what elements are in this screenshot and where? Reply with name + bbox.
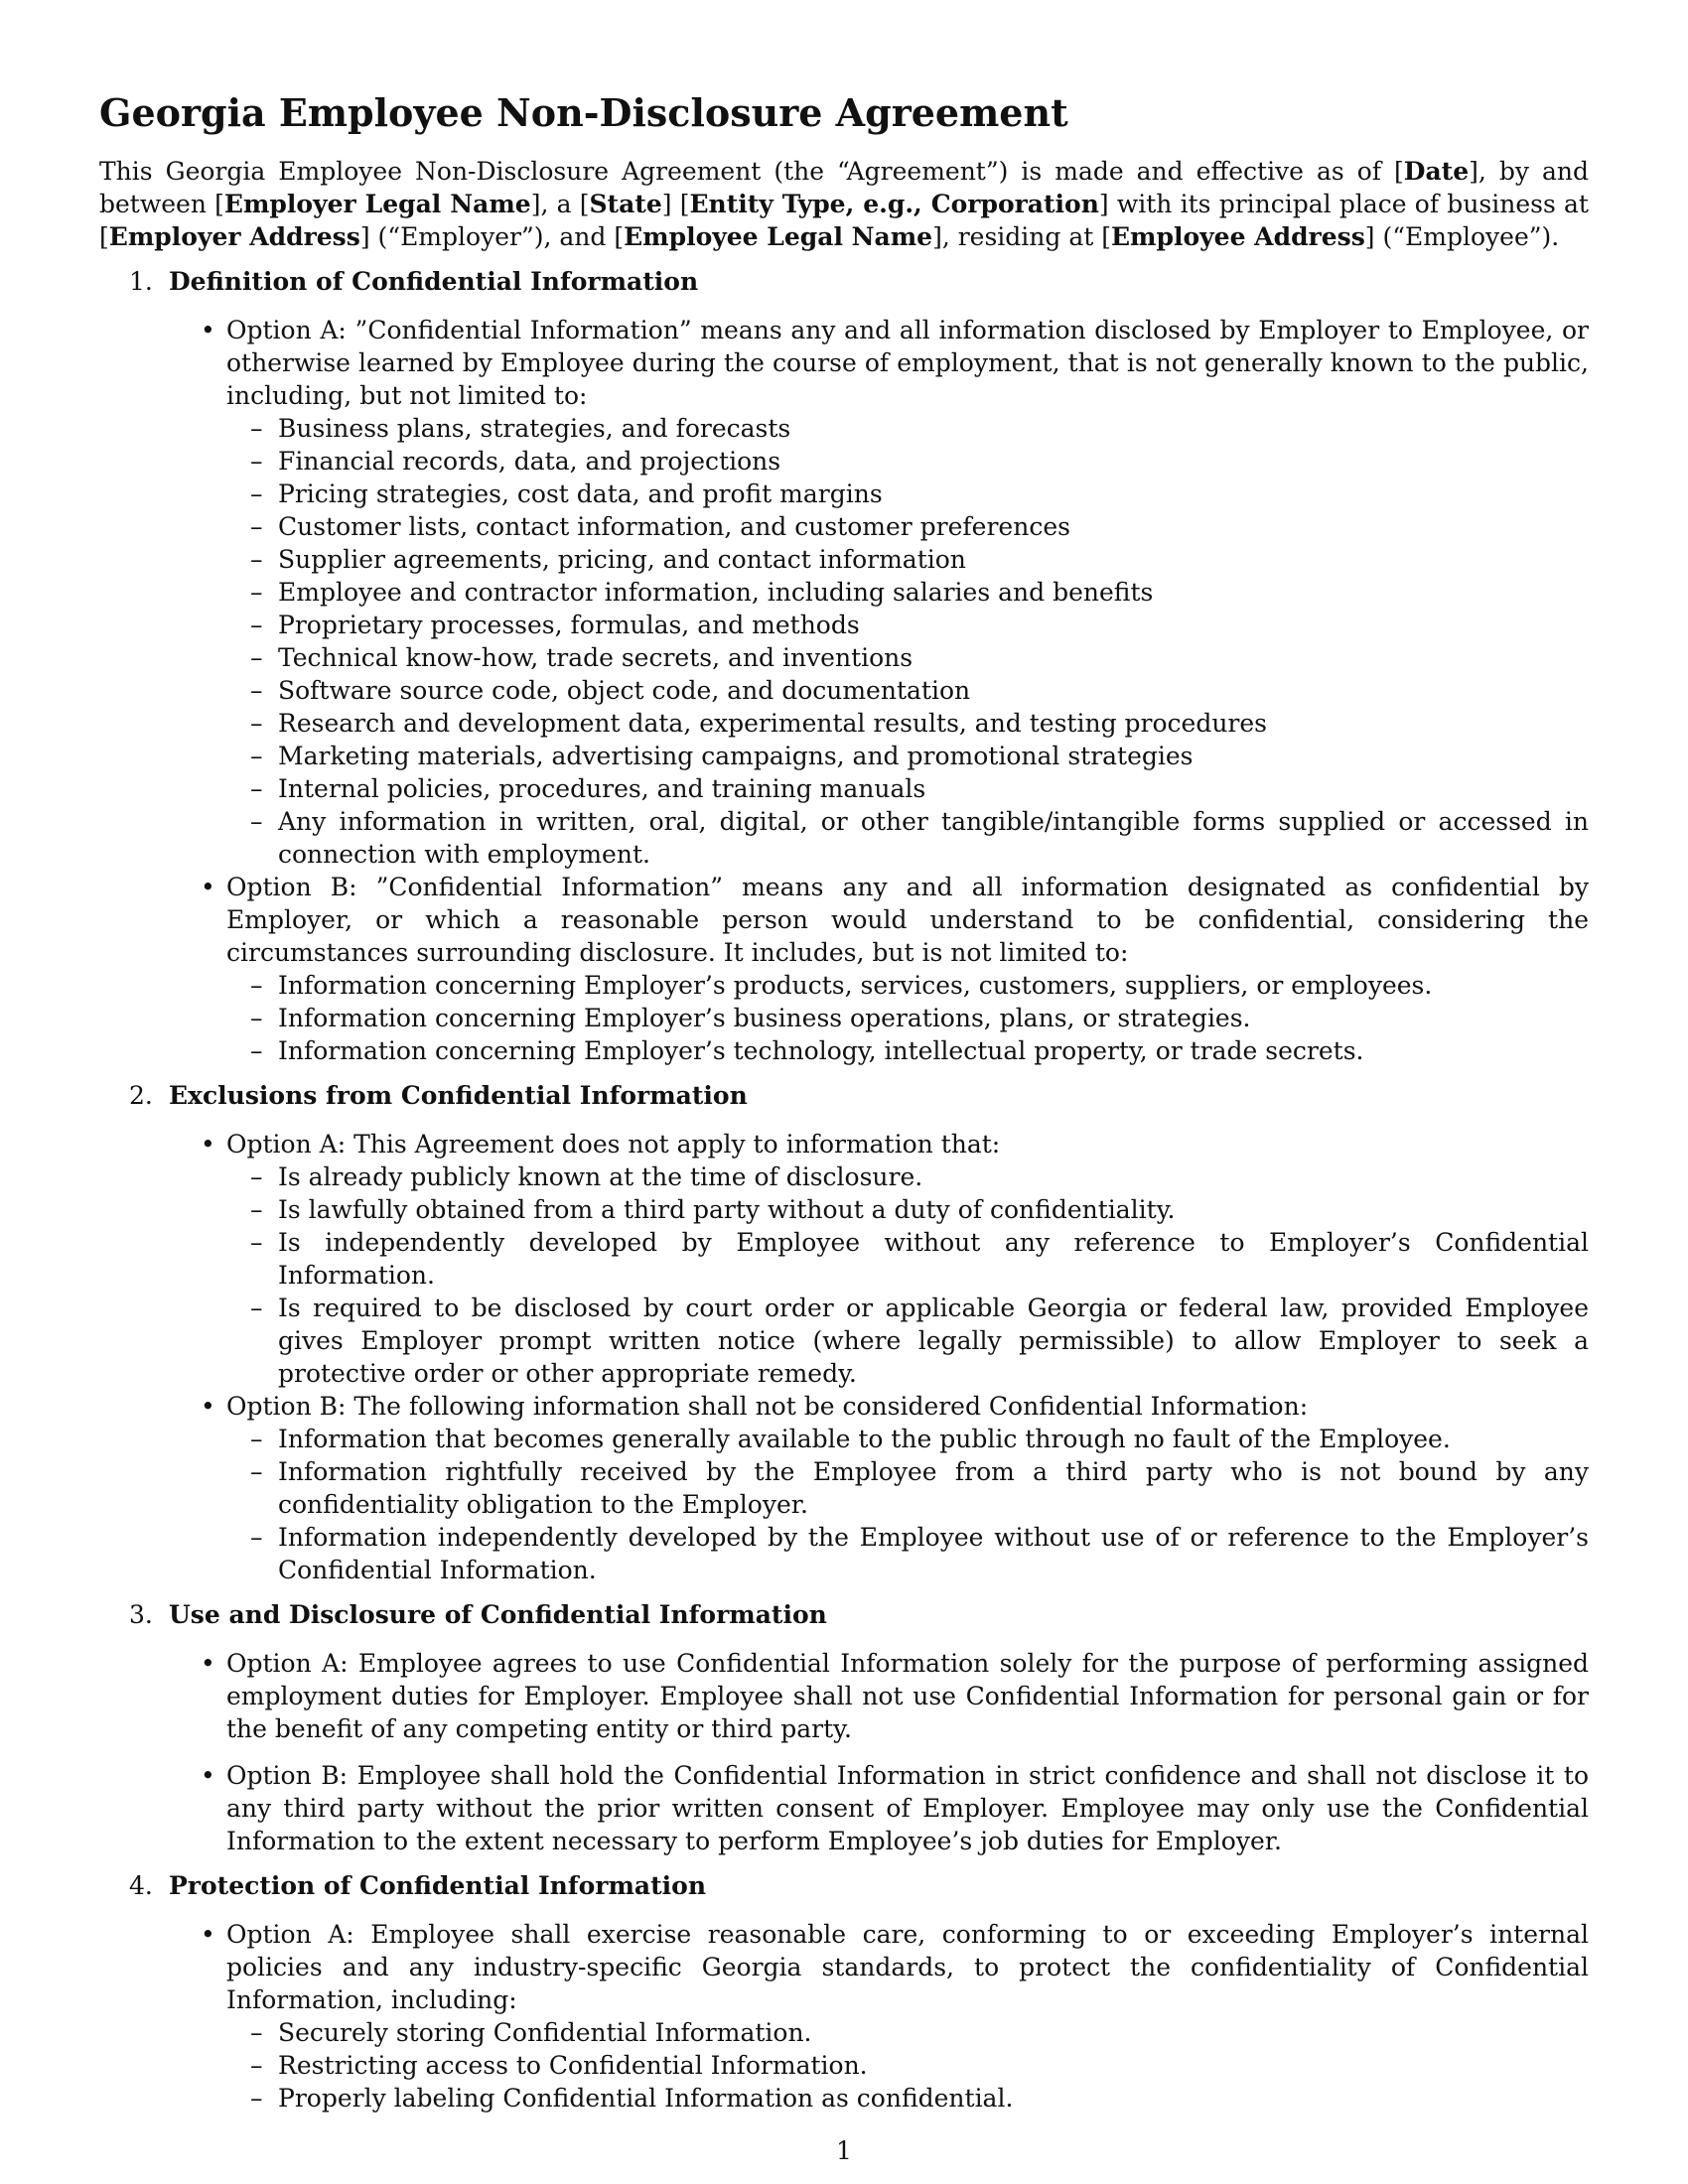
intro-text: This Georgia Employee Non-Disclosure Agreement (the “Agreement”) is made and effective as of [ <box>99 157 1404 186</box>
section-heading <box>129 1598 1589 1631</box>
option-text: Option A: Employee shall exercise reasonable care, conforming to or exceeding Employer’s internal policies and any industry-specific Georgia standards, to protect the confidentiality of Confidential Information, including: <box>226 1920 1589 2014</box>
intro-text: ], a [ <box>530 190 590 218</box>
sub-list-text: Internal policies, procedures, and training manuals <box>278 774 926 803</box>
dash-icon: – <box>250 807 263 836</box>
dash-icon: – <box>250 1162 263 1191</box>
dash-icon: – <box>250 2051 263 2080</box>
sub-list-text: Any information in written, oral, digital, or other tangible/intangible forms supplied or accessed in connection with employment. <box>278 807 1589 869</box>
section-heading <box>129 1079 1589 1112</box>
sub-list-item <box>250 707 1589 740</box>
sub-list-text: Pricing strategies, cost data, and profit margins <box>278 479 883 508</box>
sub-list-item <box>250 576 1589 609</box>
dash-icon: – <box>250 1425 263 1453</box>
intro-paragraph <box>99 155 1589 253</box>
page-number: 1 <box>836 2136 852 2165</box>
placeholder-field: Employer Address <box>108 222 360 251</box>
placeholder-field: Entity Type, e.g., Corporation <box>689 190 1099 218</box>
bullet-icon: • <box>201 1649 215 1678</box>
sub-list-item <box>250 1226 1589 1292</box>
dash-icon: – <box>250 1228 263 1257</box>
sub-list-item <box>250 641 1589 674</box>
sub-list-item <box>250 2049 1589 2082</box>
section-heading-text: Exclusions from Confidential Information <box>169 1081 748 1110</box>
dash-icon: – <box>250 2084 263 2113</box>
bullet-icon: • <box>201 1130 215 1159</box>
placeholder-field: Employer Legal Name <box>223 190 531 218</box>
sub-list-item <box>250 1002 1589 1034</box>
sub-list-text: Is independently developed by Employee without any reference to Employer’s Confidential Information. <box>278 1228 1589 1290</box>
sub-list-text: Marketing materials, advertising campaigns, and promotional strategies <box>278 742 1194 770</box>
sub-list-text: Properly labeling Confidential Information as confidential. <box>278 2084 1014 2113</box>
section-heading <box>129 1869 1589 1902</box>
sub-list-text: Employee and contractor information, including salaries and benefits <box>278 578 1154 607</box>
intro-text: ] [ <box>661 190 690 218</box>
bullet-icon: • <box>201 1920 215 1949</box>
sub-list-item <box>250 543 1589 576</box>
section-2 <box>99 1079 1589 1586</box>
intro-text: ] with its principal place of business at [ <box>99 190 1589 251</box>
dash-icon: – <box>250 1294 263 1322</box>
option-item <box>201 1918 1589 2115</box>
sub-list-text: Securely storing Confidential Information. <box>278 2018 812 2047</box>
sub-list-text: Information concerning Employer’s products, services, customers, suppliers, or employees. <box>278 971 1433 1000</box>
dash-icon: – <box>250 676 263 705</box>
dash-icon: – <box>250 1004 263 1032</box>
dash-icon: – <box>250 447 263 476</box>
sub-list-text: Customer lists, contact information, and customer preferences <box>278 512 1070 541</box>
sub-list-item <box>250 1034 1589 1067</box>
sub-list-item <box>250 1521 1589 1586</box>
option-text: Option B: The following information shall not be considered Confidential Information: <box>226 1392 1309 1421</box>
dash-icon: – <box>250 1457 263 1486</box>
dash-icon: – <box>250 545 263 574</box>
sub-list-text: Is required to be disclosed by court order or applicable Georgia or federal law, provided Employee gives Employer prompt written notice (where legally permissible) to allow Employer to seek a protective order or other appropriate remedy. <box>278 1294 1589 1388</box>
placeholder-field: State <box>589 190 662 218</box>
intro-text: ], residing at [ <box>932 222 1111 251</box>
sub-list-text: Research and development data, experimental results, and testing procedures <box>278 709 1267 738</box>
sections-list <box>99 265 1589 2115</box>
sub-list-text: Information rightfully received by the Employee from a third party who is not bound by any confidentiality obligation to the Employer. <box>278 1457 1589 1519</box>
sub-list-item <box>250 609 1589 641</box>
dash-icon: – <box>250 1195 263 1224</box>
section-4 <box>99 1869 1589 2115</box>
intro-text: ] (“Employer”), and [ <box>359 222 625 251</box>
intro-text: ], by and between [ <box>99 157 1589 218</box>
document-page <box>99 87 1589 2115</box>
sub-list-item <box>250 1455 1589 1521</box>
document-title: Georgia Employee Non-Disclosure Agreement <box>99 90 1068 135</box>
sub-list-item <box>250 2082 1589 2115</box>
bullet-icon: • <box>201 316 215 344</box>
dash-icon: – <box>250 774 263 803</box>
sub-list-item <box>250 969 1589 1002</box>
sub-list-text: Technical know-how, trade secrets, and inventions <box>278 643 914 672</box>
sub-list-text: Financial records, data, and projections <box>278 447 781 476</box>
option-text: Option A: ”Confidential Information” means any and all information disclosed by Employer to Employee, or otherwise learned by Employee during the course of employment, that is not generally known to the public, including, but not limited to: <box>226 316 1589 410</box>
dash-icon: – <box>250 742 263 770</box>
sub-list-item <box>250 478 1589 510</box>
sub-list-item <box>250 1160 1589 1193</box>
sub-list-item <box>250 1423 1589 1455</box>
sub-list-text: Information that becomes generally available to the public through no fault of the Employee. <box>278 1425 1451 1453</box>
option-text: Option A: This Agreement does not apply to information that: <box>226 1130 1001 1159</box>
option-text: Option B: Employee shall hold the Confidential Information in strict confidence and shall not disclose it to any third party without the prior written consent of Employer. Employee may only use the Confidential Information to the extent necessary to perform Employee’s job duties for Employer. <box>226 1761 1589 1855</box>
section-heading-text: Definition of Confidential Information <box>169 267 699 296</box>
sub-list-text: Supplier agreements, pricing, and contact information <box>278 545 966 574</box>
dash-icon: – <box>250 414 263 443</box>
dash-icon: – <box>250 1036 263 1065</box>
sub-list-text: Business plans, strategies, and forecasts <box>278 414 791 443</box>
section-heading <box>129 265 1589 298</box>
dash-icon: – <box>250 578 263 607</box>
sub-list-item <box>250 510 1589 543</box>
placeholder-field: Employee Address <box>1110 222 1365 251</box>
sub-list-item <box>250 1193 1589 1226</box>
intro-text: ] (“Employee”). <box>1364 222 1560 251</box>
option-item <box>201 871 1589 1067</box>
option-text: Option B: ”Confidential Information” means any and all information designated as confidential by Employer, or which a reasonable person would understand to be confidential, considering the circumstances surrounding disclosure. It includes, but is not limited to: <box>226 873 1589 967</box>
dash-icon: – <box>250 709 263 738</box>
sub-list-item <box>250 772 1589 805</box>
dash-icon: – <box>250 643 263 672</box>
dash-icon: – <box>250 512 263 541</box>
placeholder-field: Date <box>1403 157 1470 186</box>
section-3 <box>99 1598 1589 1857</box>
sub-list-item <box>250 674 1589 707</box>
sub-list-text: Information concerning Employer’s technology, intellectual property, or trade secrets. <box>278 1036 1364 1065</box>
option-item <box>201 1759 1589 1857</box>
option-item <box>201 1647 1589 1745</box>
sub-list-item <box>250 412 1589 445</box>
bullet-icon: • <box>201 1392 215 1421</box>
dash-icon: – <box>250 479 263 508</box>
section-number: 2. <box>129 1081 153 1110</box>
sub-list-text: Information concerning Employer’s business operations, plans, or strategies. <box>278 1004 1251 1032</box>
dash-icon: – <box>250 971 263 1000</box>
sub-list-text: Is lawfully obtained from a third party without a duty of confidentiality. <box>278 1195 1176 1224</box>
sub-list-text: Restricting access to Confidential Information. <box>278 2051 868 2080</box>
bullet-icon: • <box>201 873 215 901</box>
section-number: 3. <box>129 1600 153 1629</box>
sub-list-item <box>250 1292 1589 1390</box>
sub-list-item <box>250 805 1589 871</box>
dash-icon: – <box>250 1523 263 1552</box>
sub-list-item <box>250 740 1589 772</box>
option-item <box>201 314 1589 871</box>
section-1 <box>99 265 1589 1067</box>
option-item <box>201 1128 1589 1390</box>
section-number: 4. <box>129 1871 153 1900</box>
section-heading-text: Use and Disclosure of Confidential Information <box>169 1600 827 1629</box>
sub-list-item <box>250 445 1589 478</box>
section-heading-text: Protection of Confidential Information <box>169 1871 707 1900</box>
sub-list-item <box>250 2016 1589 2049</box>
sub-list-text: Software source code, object code, and documentation <box>278 676 971 705</box>
option-item <box>201 1390 1589 1586</box>
dash-icon: – <box>250 611 263 639</box>
placeholder-field: Employee Legal Name <box>624 222 933 251</box>
section-number: 1. <box>129 267 153 296</box>
sub-list-text: Proprietary processes, formulas, and methods <box>278 611 860 639</box>
dash-icon: – <box>250 2018 263 2047</box>
bullet-icon: • <box>201 1761 215 1790</box>
sub-list-text: Information independently developed by the Employee without use of or reference to the Employer’s Confidential Information. <box>278 1523 1589 1584</box>
option-text: Option A: Employee agrees to use Confidential Information solely for the purpose of performing assigned employment duties for Employer. Employee shall not use Confidential Information for personal gain or for the benefit of any competing entity or third party. <box>226 1649 1589 1743</box>
sub-list-text: Is already publicly known at the time of disclosure. <box>278 1162 923 1191</box>
